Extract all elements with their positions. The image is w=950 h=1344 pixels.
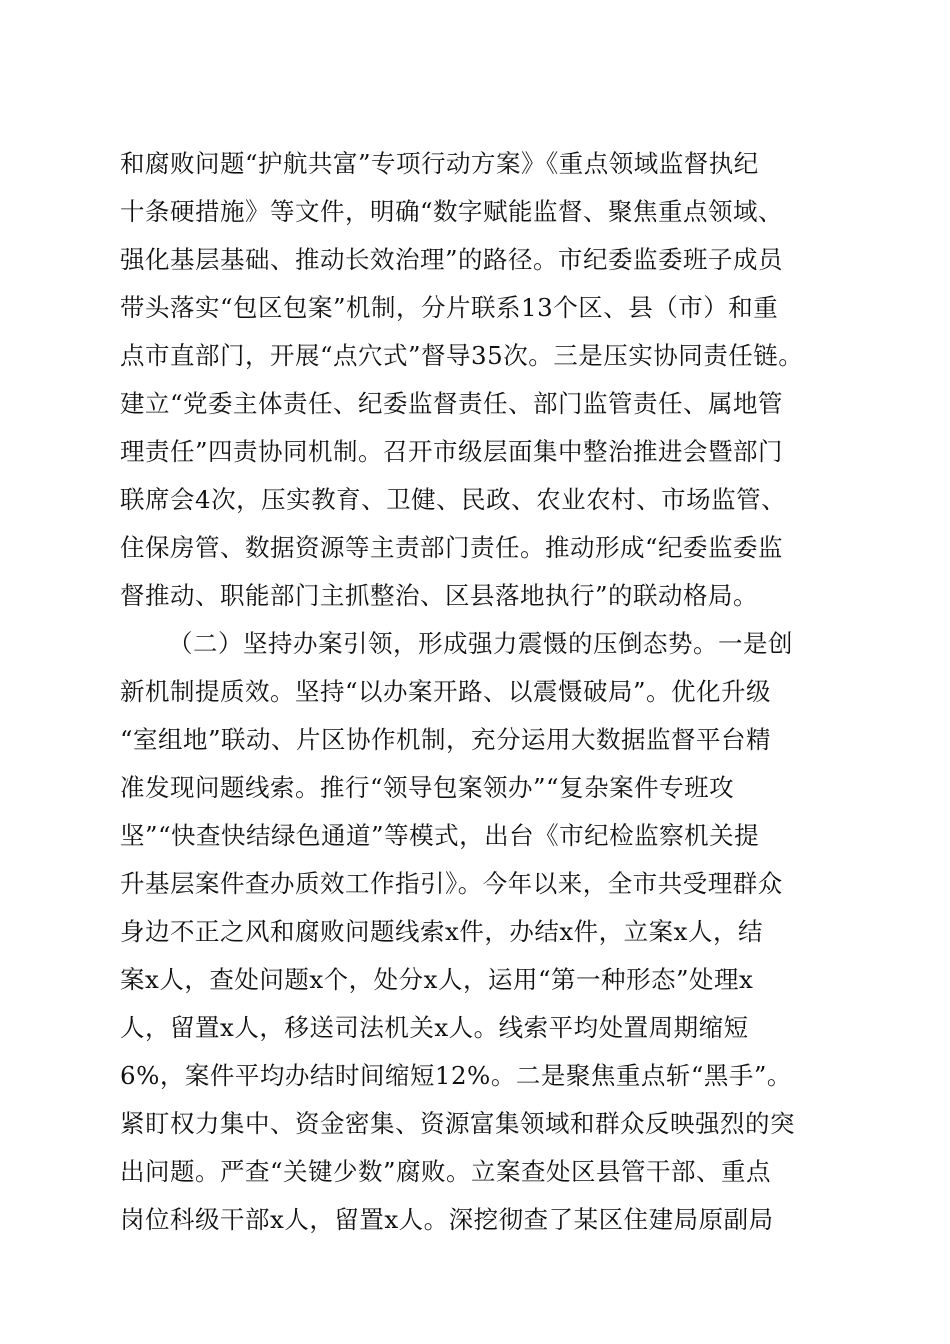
document-page xyxy=(120,140,840,1244)
paragraph-line: 联席会4次，压实教育、卫健、民政、农业农村、市场监管、 xyxy=(120,485,787,514)
paragraph-line: 案x人，查处问题x个，处分x人，运用“第一种形态”处理x xyxy=(120,965,754,994)
paragraph-line: 坚”“快查快结绿色通道”等模式，出台《市纪检监察机关提 xyxy=(120,821,760,850)
paragraph-line: 住保房管、数据资源等主责部门责任。推动形成“纪委监委监 xyxy=(120,533,784,562)
paragraph-line: 身边不正之风和腐败问题线索x件，办结x件，立案x人，结 xyxy=(120,917,763,946)
paragraph-line: 强化基层基础、推动长效治理”的路径。市纪委监委班子成员 xyxy=(120,245,784,274)
paragraph-line: 点市直部门，开展“点穴式”督导35次。三是压实协同责任链。 xyxy=(120,341,804,370)
paragraph-line: 6%，案件平均办结时间缩短12%。二是聚焦重点斩“黑手”。 xyxy=(120,1061,792,1090)
section-heading-line xyxy=(120,620,840,668)
paragraph-line: 人，留置x人，移送司法机关x人。线索平均处置周期缩短 xyxy=(120,1013,749,1042)
paragraph-line: 出问题。严查“关键少数”腐败。立案查处区县管干部、重点 xyxy=(120,1157,772,1186)
paragraph-line: 准发现问题线索。推行“领导包案领办”“复杂案件专班攻 xyxy=(120,773,735,802)
paragraph-line: 督推动、职能部门主抓整治、区县落地执行”的联动格局。 xyxy=(120,581,759,610)
paragraph-line: 紧盯权力集中、资金密集、资源富集领域和群众反映强烈的突 xyxy=(120,1109,795,1138)
paragraph-line: 和腐败问题“护航共富”专项行动方案》《重点领域监督执纪 xyxy=(120,149,759,178)
paragraph-line: 岗位科级干部x人，留置x人。深挖彻查了某区住建局原副局 xyxy=(120,1205,774,1234)
section-heading: （二）坚持办案引领，形成强力震慑的压倒态势。 xyxy=(168,629,718,658)
section-first-line-rest: 一是创 xyxy=(718,629,793,658)
paragraph-line: 建立“党委主体责任、纪委监督责任、部门监管责任、属地管 xyxy=(120,389,784,418)
paragraph-line: 升基层案件查办质效工作指引》。今年以来，全市共受理群众 xyxy=(120,869,783,898)
paragraph-line: “室组地”联动、片区协作机制，充分运用大数据监督平台精 xyxy=(120,725,772,754)
paragraph-line: 十条硬措施》等文件，明确“数字赋能监督、聚焦重点领域、 xyxy=(120,197,784,226)
paragraph-line: 新机制提质效。坚持“以办案开路、以震慑破局”。优化升级 xyxy=(120,677,772,706)
paragraph-line: 带头落实“包区包案”机制，分片联系13个区、县（市）和重 xyxy=(120,293,779,322)
paragraph-line: 理责任”四责协同机制。召开市级层面集中整治推进会暨部门 xyxy=(120,437,784,466)
